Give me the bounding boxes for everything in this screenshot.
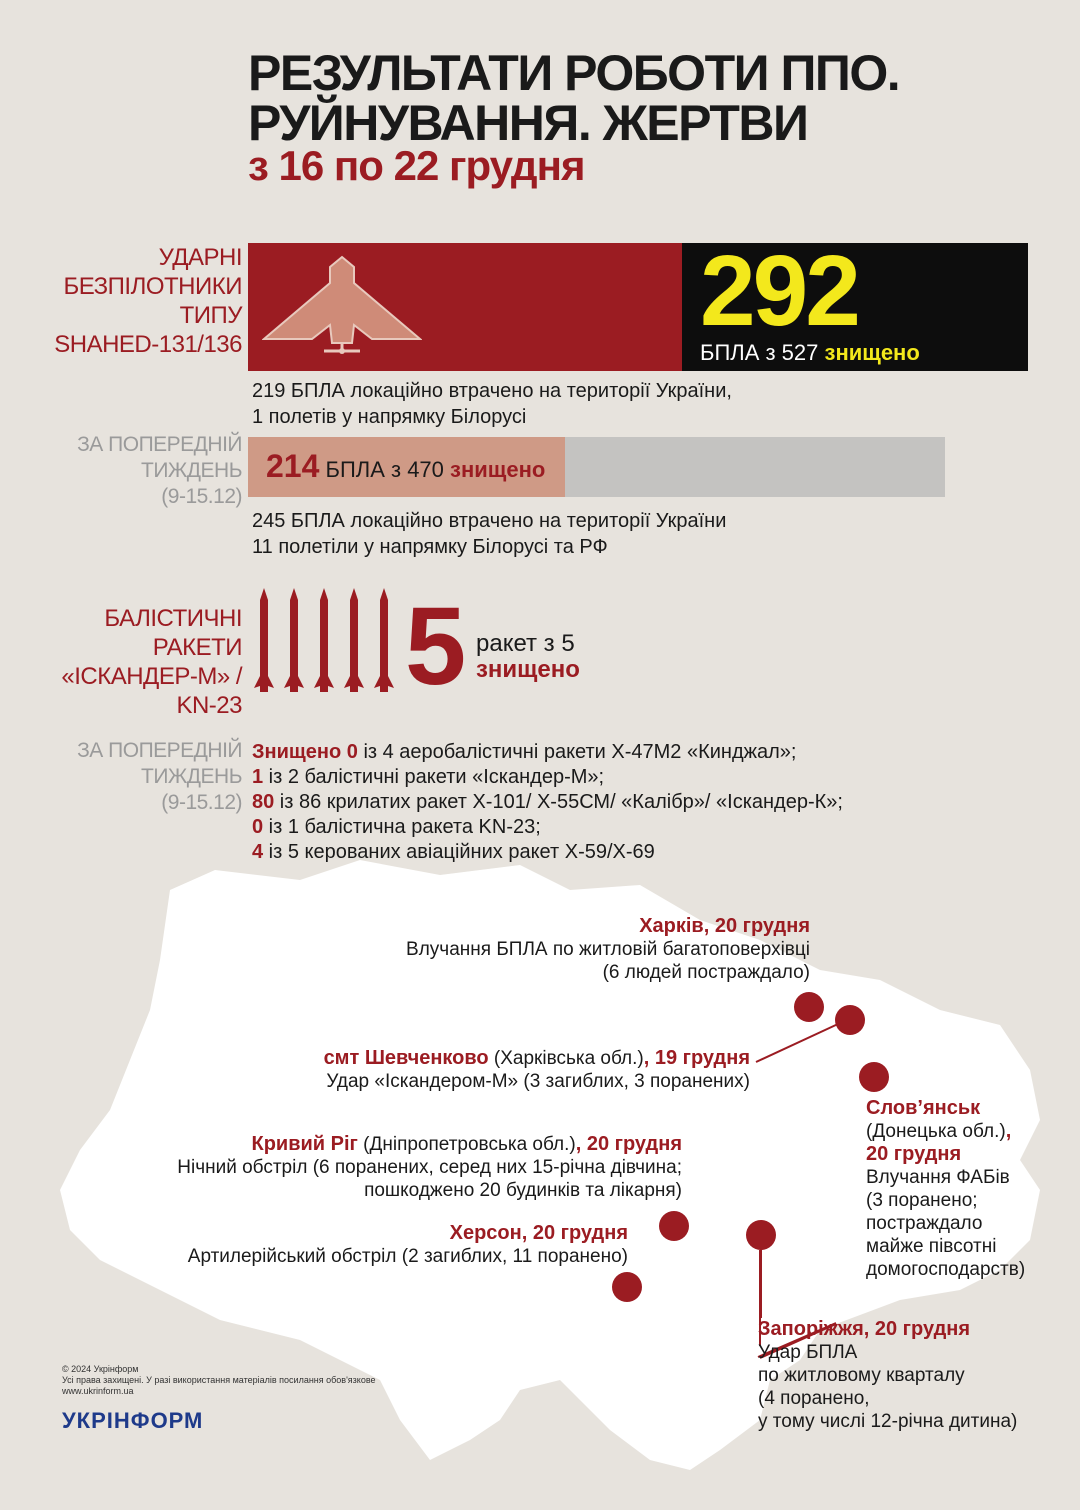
event-title	[324, 1047, 750, 1070]
event-kherson	[188, 1222, 628, 1268]
ballistic-caption-strong: знищено	[476, 656, 580, 683]
event-place: Слов’янськ	[866, 1097, 981, 1119]
shahed-label-line: УДАРНІ	[158, 244, 242, 271]
event-zaporizhzhia	[758, 1318, 1017, 1433]
event-region: (Дніпропетровська обл.)	[357, 1134, 576, 1155]
event-place: смт Шевченково	[323, 1047, 489, 1069]
event-text: по житловому кварталу	[758, 1365, 965, 1386]
event-title: Херсон, 20 грудня	[449, 1222, 628, 1244]
item-text: із 86 крилатих ракет Х-101/ Х-55СМ/ «Калібр»/ «Іскандер-К»;	[274, 791, 843, 813]
event-text: майже півсотні	[866, 1236, 997, 1257]
label-line: «ІСКАНДЕР-М» /	[61, 663, 242, 690]
item-bold: Знищено 0	[252, 741, 358, 763]
prev-week-strong: знищено	[450, 457, 546, 482]
event-marker-zaporizhzhia	[746, 1220, 776, 1250]
copyright-line: Усі права захищені. У разі використання матеріалів посилання обов'язкове	[62, 1375, 376, 1385]
item-text: із 5 керованих авіаційних ракет Х-59/Х-69	[263, 841, 655, 863]
event-date: , 20 грудня	[575, 1133, 682, 1155]
event-title: Запоріжжя, 20 грудня	[758, 1318, 971, 1340]
label-line: ЗА ПОПЕРЕДНІЙ	[77, 739, 242, 762]
label-line: ЗА ПОПЕРЕДНІЙ	[77, 433, 242, 456]
shahed-label-line: ТИПУ	[179, 302, 242, 329]
event-kryvyi-rih	[177, 1133, 682, 1202]
label-line: БАЛІСТИЧНІ	[104, 605, 242, 632]
event-text: Влучання БПЛА по житловій багатоповерхівці	[406, 939, 810, 960]
event-text: Удар БПЛА	[758, 1342, 858, 1363]
copyright	[62, 1364, 376, 1397]
event-kharkiv	[406, 915, 810, 984]
event-marker-kherson	[612, 1272, 642, 1302]
event-title	[177, 1133, 682, 1156]
note-line: 245 БПЛА локаційно втрачено на території України	[252, 510, 727, 532]
event-date: 20 грудня	[866, 1143, 962, 1165]
label-line: (9-15.12)	[161, 485, 242, 508]
item-text: із 2 балістичні ракети «Іскандер-М»;	[263, 766, 605, 788]
event-text: у тому числі 12-річна дитина)	[758, 1411, 1018, 1432]
label-line: ТИЖДЕНЬ	[141, 459, 242, 482]
event-text: постраждало	[866, 1213, 983, 1234]
event-text: (4 поранено,	[758, 1388, 870, 1409]
label-line: РАКЕТИ	[152, 634, 242, 661]
title-line-2: РУЙНУВАННЯ. ЖЕРТВИ	[248, 95, 808, 151]
item-bold: 80	[252, 791, 275, 813]
shahed-label-line: БЕЗПІЛОТНИКИ	[63, 273, 242, 300]
prev-week-mid: БПЛА з 470	[325, 457, 444, 482]
event-text: (3 поранено;	[866, 1190, 978, 1211]
event-text: Удар «Іскандером-М» (3 загиблих, 3 поранених)	[326, 1071, 750, 1092]
shahed-label-line: SHAHED-131/136	[54, 331, 242, 358]
event-comma: ,	[1005, 1120, 1012, 1142]
caption-strong: знищено	[824, 340, 920, 365]
event-region-line	[866, 1120, 1025, 1143]
event-marker-kharkiv	[794, 992, 824, 1022]
event-date: , 19 грудня	[643, 1047, 750, 1069]
item-bold: 1	[252, 766, 264, 788]
date-range-subtitle: з 16 по 22 грудня	[248, 142, 585, 189]
website-link[interactable]: www.ukrinform.ua	[62, 1386, 134, 1396]
event-text: пошкоджено 20 будинків та лікарня)	[364, 1180, 682, 1201]
ukrinform-logo: УКРІНФОРМ	[62, 1408, 204, 1433]
note-line: 1 полетів у напрямку Білорусі	[252, 406, 527, 428]
title-line-1: РЕЗУЛЬТАТИ РОБОТИ ППО.	[248, 45, 900, 101]
caption-prefix: БПЛА з 527	[700, 340, 819, 365]
item-text: із 1 балістична ракета KN-23;	[263, 816, 541, 838]
item-bold: 0	[252, 816, 264, 838]
ballistic-caption: ракет з 5	[476, 630, 575, 657]
label-line: KN-23	[176, 692, 242, 719]
item-bold: 4	[252, 841, 264, 863]
event-place: Кривий Ріг	[251, 1133, 358, 1155]
ballistic-destroyed-count: 5	[405, 585, 467, 708]
copyright-line: © 2024 Укрінформ	[62, 1364, 139, 1374]
event-marker-slovyansk	[859, 1062, 889, 1092]
event-text: Влучання ФАБів	[866, 1167, 1010, 1188]
event-text: домогосподарств)	[866, 1259, 1026, 1280]
event-marker-shevchenkovo	[835, 1005, 865, 1035]
event-slovyansk	[866, 1097, 1025, 1281]
event-marker-kryvyi-rih	[659, 1211, 689, 1241]
event-region: (Харківська обл.)	[488, 1048, 644, 1069]
note-line: 219 БПЛА локаційно втрачено на території України,	[252, 380, 732, 402]
event-region: (Донецька обл.)	[866, 1121, 1006, 1142]
prev-week-count: 214	[266, 448, 320, 484]
event-shevchenkovo	[324, 1047, 750, 1093]
item-text: із 4 аеробалістичні ракети Х-47М2 «Кинджал»;	[357, 741, 797, 763]
event-text: Нічний обстріл (6 поранених, серед них 15-річна дівчина;	[177, 1157, 682, 1178]
label-line: (9-15.12)	[161, 791, 242, 814]
note-line: 11 полетіли у напрямку Білорусі та РФ	[252, 536, 608, 558]
shahed-destroyed-count: 292	[700, 235, 858, 347]
event-text: Артилерійський обстріл (2 загиблих, 11 поранено)	[187, 1246, 628, 1267]
event-title: Харків, 20 грудня	[639, 915, 810, 937]
label-line: ТИЖДЕНЬ	[141, 765, 242, 788]
event-text: (6 людей постраждало)	[602, 962, 810, 983]
